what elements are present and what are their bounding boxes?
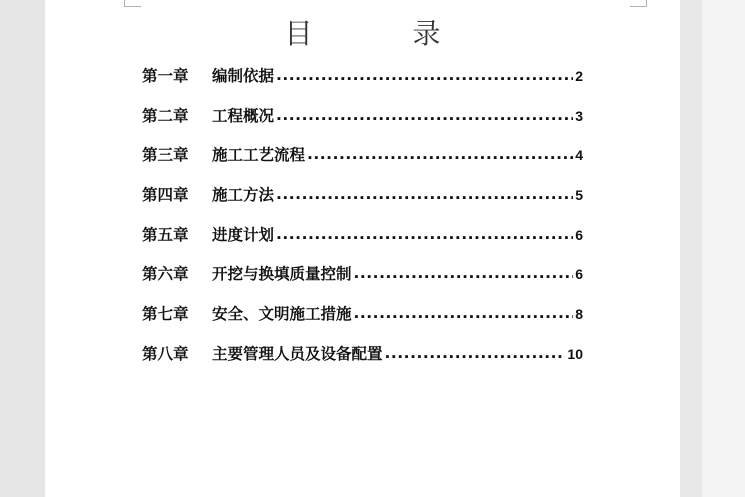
toc-entry[interactable] (142, 262, 583, 302)
toc-leader-dots (354, 304, 574, 320)
toc-leader-dots (276, 105, 573, 121)
toc-page-number: 5 (575, 187, 583, 204)
toc-leader-dots (276, 66, 573, 82)
page-shadow-right (680, 0, 702, 497)
toc-entry[interactable] (142, 342, 583, 382)
toc-page-number: 6 (575, 266, 583, 283)
toc-heading: 安全、文明施工措施 (212, 305, 352, 324)
toc-page-number: 4 (575, 147, 583, 164)
toc-heading: 编制依据 (212, 67, 275, 85)
toc-entry[interactable] (142, 223, 583, 263)
toc-chapter-number: 第五章 (142, 225, 189, 244)
toc-entry[interactable] (142, 64, 583, 104)
toc-page-number: 8 (575, 306, 583, 323)
toc-chapter-number: 第一章 (142, 67, 189, 85)
toc-heading: 施工方法 (212, 186, 275, 205)
toc-entry[interactable] (142, 143, 583, 183)
page-gutter (30, 0, 45, 497)
toc-title: 目 录 (284, 17, 477, 50)
right-margin-area (680, 0, 745, 497)
toc-page-number: 2 (575, 68, 583, 84)
margin-corner-mark-right (630, 0, 647, 7)
toc-heading: 主要管理人员及设备配置 (212, 344, 383, 363)
toc-entry[interactable] (142, 302, 583, 342)
toc-leader-dots (307, 145, 573, 161)
toc-list (142, 64, 583, 382)
toc-page-number: 10 (567, 345, 583, 362)
toc-page-number: 3 (575, 107, 583, 124)
toc-leader-dots (354, 264, 574, 280)
toc-chapter-number: 第八章 (142, 344, 189, 363)
toc-heading: 进度计划 (212, 225, 275, 244)
toc-chapter-number: 第七章 (142, 305, 189, 324)
document-page[interactable] (45, 0, 680, 497)
toc-heading: 开挖与换填质量控制 (212, 265, 352, 284)
toc-leader-dots (276, 185, 573, 201)
toc-chapter-number: 第六章 (142, 265, 189, 284)
toc-page-number: 6 (575, 226, 583, 243)
toc-leader-dots (385, 343, 566, 359)
toc-entry[interactable] (142, 183, 583, 223)
toc-leader-dots (276, 224, 573, 240)
toc-chapter-number: 第四章 (142, 186, 189, 205)
toc-heading: 工程概况 (212, 106, 275, 125)
toc-chapter-number: 第三章 (142, 146, 189, 165)
margin-corner-mark-left (124, 0, 141, 7)
toc-entry[interactable] (142, 104, 583, 144)
toc-heading: 施工工艺流程 (212, 146, 306, 165)
toc-chapter-number: 第二章 (142, 106, 189, 125)
